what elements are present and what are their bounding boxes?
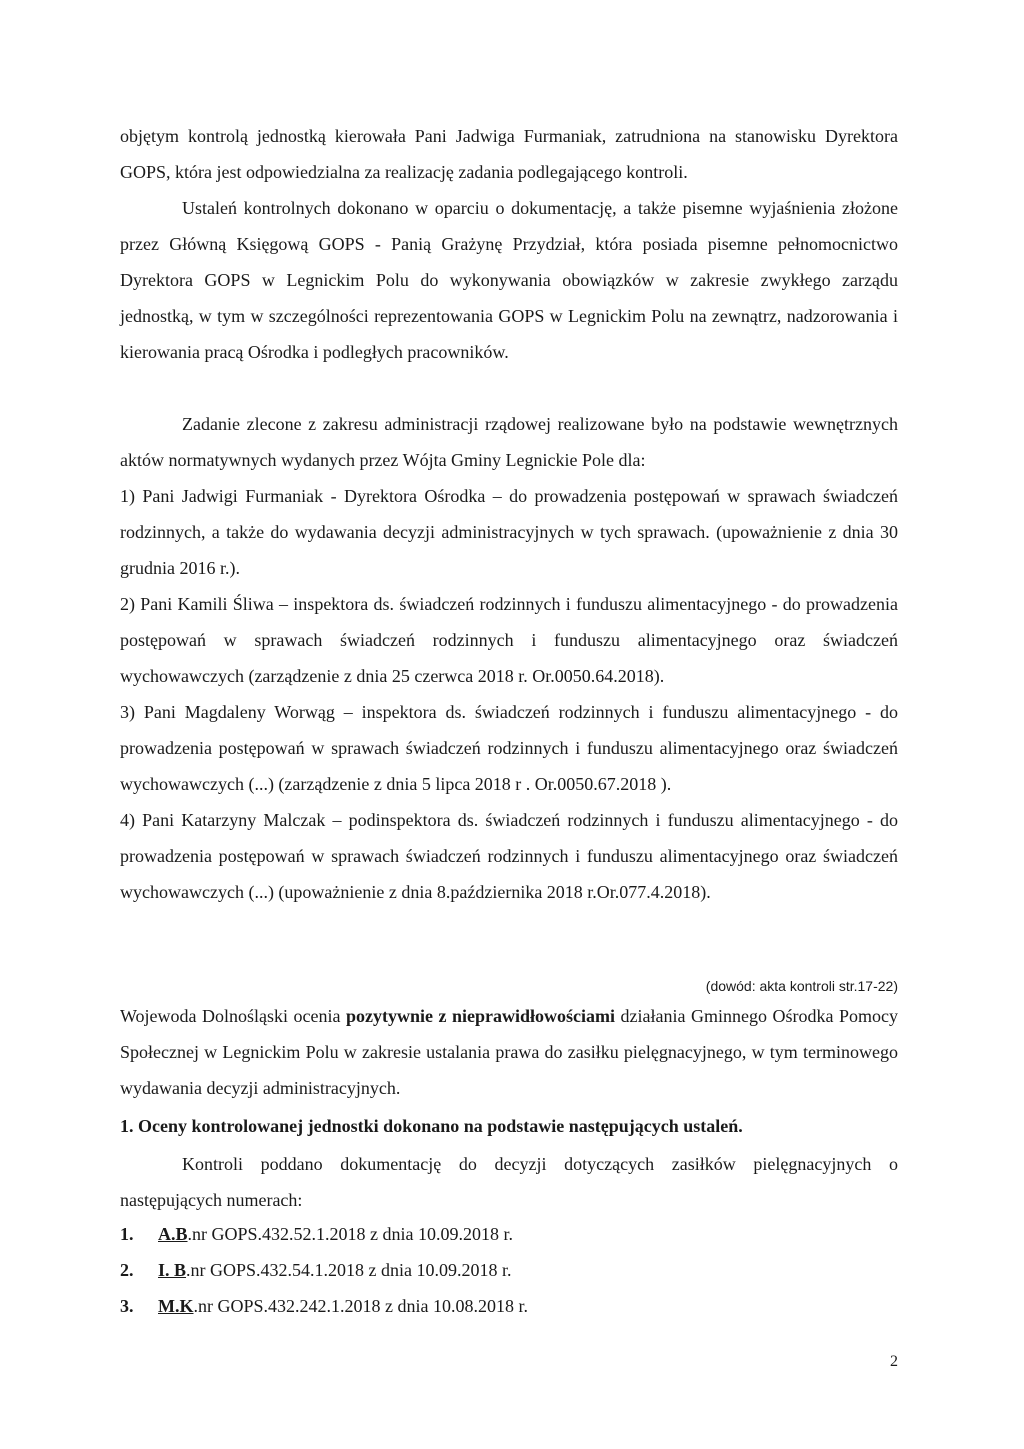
decision-text: nr GOPS.432.52.1.2018 z dnia 10.09.2018 r. [192,1224,514,1244]
decision-text: nr GOPS.432.242.1.2018 z dnia 10.08.2018 r. [198,1296,528,1316]
decision-initials: I. B [158,1260,187,1280]
decision-separator: . [187,1224,193,1244]
decision-initials: A.B [158,1224,188,1244]
task-item-4: 4) Pani Katarzyny Malczak – podinspektora ds. świadczeń rodzinnych i funduszu alimentacyjnego - do prowadzenia postępowań w sprawach świadczeń rodzinnych i funduszu alimentacyjnego oraz świadczeń wychowawczych (...) (upoważnienie z dnia 8.października 2018 r.Or.077.4.2018). [120,810,898,902]
tasks-intro: Zadanie zlecone z zakresu administracji rządowej realizowane było na podstawie wewnętrznych aktów normatywnych wydanych przez Wójta Gminy Legnickie Pole dla: [120,414,898,470]
decision-item [120,1288,820,1324]
section-1-intro-text: Kontroli poddano dokumentację do decyzji dotyczących zasiłków pielęgnacyjnych o następujących numerach: [120,1154,898,1210]
assessment-text-after: działania Gminnego Ośrodka Pomocy Społecznej w Legnickim Polu w zakresie ustalania prawa do zasiłku pielęgnacyjnego, w tym terminowego wydawania decyzji administracyjnych. [120,1006,898,1098]
assessment-verdict: pozytywnie z nieprawidłowościami [346,1006,616,1026]
decision-initials: M.K [158,1296,194,1316]
task-item-3: 3) Pani Magdaleny Worwąg – inspektora ds. świadczeń rodzinnych i funduszu alimentacyjnego - do prowadzenia postępowań w sprawach świadczeń rodzinnych i funduszu alimentacyjnego oraz świadczeń wychowawczych (...) (zarządzenie z dnia 5 lipca 2018 r . Or.0050.67.2018 ). [120,702,898,794]
task-item-2: 2) Pani Kamili Śliwa – inspektora ds. świadczeń rodzinnych i funduszu alimentacyjnego - do prowadzenia postępowań w sprawach świadczeń rodzinnych i funduszu alimentacyjnego oraz świadczeń wychowawczych (zarządzenie z dnia 25 czerwca 2018 r. Or.0050.64.2018). [120,594,898,686]
intro-section [120,118,898,370]
decision-separator: . [193,1296,198,1316]
assessment-text-before: Wojewoda Dolnośląski ocenia [120,1006,347,1026]
intro-paragraph-2: Ustaleń kontrolnych dokonano w oparciu o dokumentację, a także pisemne wyjaśnienia złożone przez Główną Księgową GOPS - Panią Grażynę Przydział, która posiada pisemne pełnomocnictwo Dyrektora GOPS w Legnickim Polu do wykonywania obowiązków w zakresie zwykłego zarządu jednostką, w tym w szczególności reprezentowania GOPS w Legnickim Polu na zewnątrz, nadzorowania i kierowania pracą Ośrodka i podległych pracowników. [120,198,898,362]
decision-number: 2. [120,1260,134,1280]
decision-number: 3. [120,1296,134,1316]
decision-separator: . [186,1260,191,1280]
page-number: 2 [890,1353,898,1370]
decision-list [120,1216,820,1324]
decision-text: nr GOPS.432.54.1.2018 z dnia 10.09.2018 r. [190,1260,512,1280]
evidence-reference: (dowód: akta kontroli str.17-22) [705,978,898,994]
decision-number: 1. [120,1224,134,1244]
decision-item [120,1216,820,1252]
intro-paragraph-1: objętym kontrolą jednostką kierowała Pani Jadwiga Furmaniak, zatrudniona na stanowisku Dyrektora GOPS, która jest odpowiedzialna za realizację zadania podlegającego kontroli. [120,126,898,182]
section-1-heading: 1. Oceny kontrolowanej jednostki dokonano na podstawie następujących ustaleń. [120,1116,743,1136]
assessment-section [120,998,898,1106]
decision-item [120,1252,820,1288]
tasks-section [120,406,898,910]
task-item-1: 1) Pani Jadwigi Furmaniak - Dyrektora Ośrodka – do prowadzenia postępowań w sprawach świadczeń rodzinnych, a także do wydawania decyzji administracyjnych w tych sprawach. (upoważnienie z dnia 30 grudnia 2016 r.). [120,486,898,578]
section-1-intro [120,1146,898,1218]
assessment-paragraph [120,998,898,1106]
